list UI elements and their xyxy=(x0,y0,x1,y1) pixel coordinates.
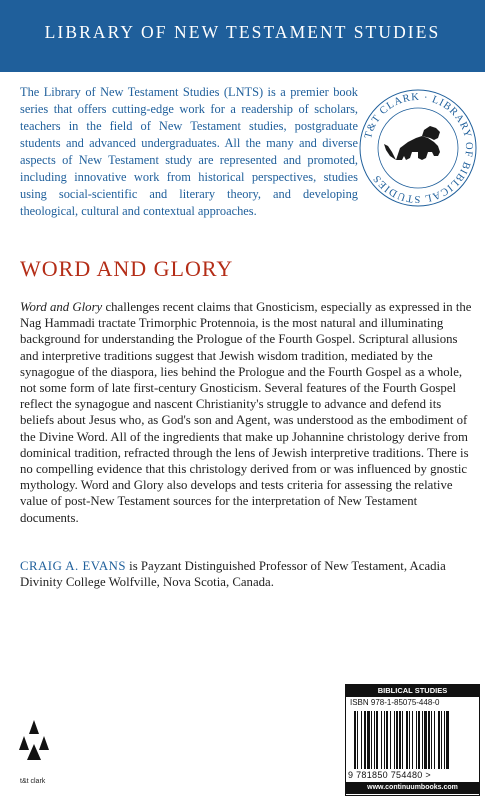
book-description xyxy=(20,299,472,526)
barcode-stripe xyxy=(402,711,403,769)
barcode-stripe xyxy=(441,711,442,769)
barcode-stripe xyxy=(357,711,358,769)
book-description-title: Word and Glory xyxy=(20,300,103,314)
author-bio xyxy=(20,558,472,590)
series-title: LIBRARY OF NEW TESTAMENT STUDIES xyxy=(44,22,441,42)
barcode-stripe xyxy=(394,711,395,769)
barcode-stripe xyxy=(381,711,382,769)
series-description: The Library of New Testament Studies (LNTS) is a premier book series that offers cutting-edge work for a readership of scholars, teachers in the field of New Testament studies, postgraduate students and advanced undergraduates. All the many and diverse aspects of New Testament study are represented and promoted, including innovative work from historical perspectives, studies using social-scientific and literary theory, and developing theological, cultural and contextual approaches. xyxy=(20,85,358,218)
barcode-stripe xyxy=(431,711,432,769)
barcode-stripe xyxy=(361,711,362,769)
barcode-stripe xyxy=(354,711,356,769)
barcode-isbn: ISBN 978-1-85075-448-0 xyxy=(350,698,440,707)
barcode-stripe xyxy=(376,711,378,769)
publisher-url: www.continuumbooks.com xyxy=(346,782,479,794)
barcode-stripe xyxy=(364,711,366,769)
barcode-stripe xyxy=(422,711,423,769)
barcode-stripe xyxy=(399,711,401,769)
barcode-panel xyxy=(345,684,480,796)
barcode-stripe xyxy=(374,711,375,769)
barcode-stripe xyxy=(416,711,417,769)
author-name: CRAIG A. EVANS xyxy=(20,559,126,573)
barcode-category: BIBLICAL STUDIES xyxy=(346,685,479,697)
barcode-stripe xyxy=(434,711,435,769)
emblem-ring-text: T&T CLARK · LIBRARY OF BIBLICAL STUDIES xyxy=(362,91,475,205)
publisher-name: t&t clark xyxy=(20,778,46,785)
barcode-stripe xyxy=(418,711,420,769)
barcode-stripe xyxy=(396,711,398,769)
barcode-stripe xyxy=(390,711,391,769)
barcode-stripe xyxy=(409,711,410,769)
barcode-icon xyxy=(354,711,476,769)
lion-icon xyxy=(384,126,440,160)
barcode-stripe xyxy=(424,711,427,769)
barcode-stripe xyxy=(367,711,370,769)
series-banner xyxy=(0,0,485,72)
book-description-text: challenges recent claims that Gnosticism, especially as expressed in the Nag Hammadi tractate Trimorphic Protennoia, is the most natural and illuminating background for understanding the Prologue of the Fourth Gospel. Scriptural allusions and interpretive traditions suggest that Jewish wisdom tradition, mediated by the synagogue of the diaspora, lies behind the Prologue and the Fourth Gospel as a whole, not some form of late first-century Gnosticism. Several features of the Fourth Gospel reflect the synagogue and nascent Christianity's struggle to advance and defend its beliefs about Jesus who, as God's son and Agent, was understood as the embodiment of the Divine Word. All of the ingredients that make up Johannine christology derive from dominical tradition, refracted through the lens of Jewish interpretive traditions. There is no compelling evidence that this christology derived from or was influenced by gnostic mythology. Word and Glory also develops and tests criteria for assessing the relative value of post-New Testament sources for the interpretation of New Testament documents. xyxy=(20,300,472,525)
author-bio-text: is Payzant Distinguished Professor of New Testament, Acadia Divinity College Wolfville, Nova Scotia, Canada. xyxy=(20,559,446,590)
barcode-stripe xyxy=(406,711,408,769)
publisher-logo xyxy=(14,716,54,786)
book-title: WORD AND GLORY xyxy=(20,256,234,281)
barcode-stripe xyxy=(444,711,445,769)
barcode-stripe xyxy=(438,711,440,769)
continuum-triangle-icon xyxy=(19,720,49,760)
barcode-stripe xyxy=(371,711,372,769)
barcode-stripe xyxy=(384,711,385,769)
barcode-stripe xyxy=(386,711,388,769)
barcode-stripe xyxy=(412,711,413,769)
tt-clark-library-emblem xyxy=(356,86,480,210)
barcode-stripe xyxy=(446,711,449,769)
barcode-stripe xyxy=(428,711,430,769)
barcode-digits: 9 781850 754480 > xyxy=(348,770,431,780)
